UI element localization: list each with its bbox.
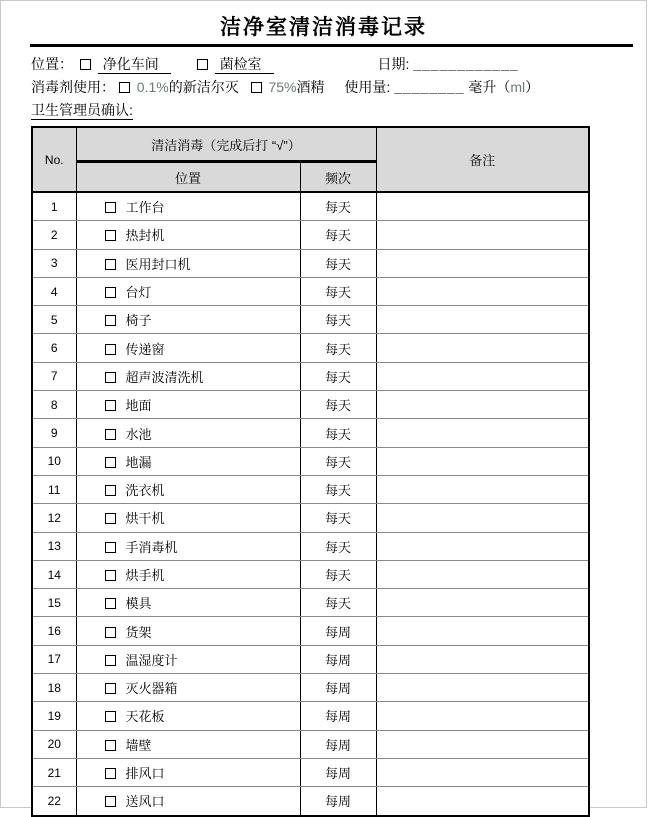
row-remark-cell [376,617,589,645]
row-frequency: 每天 [300,447,376,475]
row-remark-cell [376,475,589,503]
table-row [32,532,589,560]
table-row [32,221,589,249]
row-position-cell [76,758,300,786]
row-frequency: 每天 [300,504,376,532]
disinfectant-option-bromogeramine: 的新洁尔灭 [168,79,239,95]
row-item-label: 传递窗 [125,341,165,357]
table-row [32,758,589,786]
row-remark-cell [376,504,589,532]
row-remark-cell [376,702,589,730]
row-number: 13 [32,532,76,560]
row-frequency: 每周 [300,730,376,758]
row-done-checkbox[interactable] [105,683,116,694]
column-header-frequency: 频次 [300,162,376,193]
row-remark-cell [376,334,589,362]
row-number: 21 [32,758,76,786]
row-done-checkbox[interactable] [105,485,116,496]
date-label: 日期: [377,56,410,72]
row-done-checkbox[interactable] [105,513,116,524]
row-position-cell [76,306,300,334]
row-item-label: 工作台 [125,200,165,216]
row-frequency: 每天 [300,589,376,617]
table-row [32,362,589,390]
column-header-clean-disinfect: 清洁消毒（完成后打 “√”） [76,127,376,162]
row-remark-cell [376,560,589,588]
row-number: 5 [32,306,76,334]
row-position-cell [76,277,300,305]
row-frequency: 每天 [300,391,376,419]
table-row [32,249,589,277]
row-number: 19 [32,702,76,730]
row-remark-cell [376,277,589,305]
row-remark-cell [376,192,589,221]
row-position-cell [76,702,300,730]
usage-unit-code: ml [510,79,526,95]
row-remark-cell [376,221,589,249]
row-done-checkbox[interactable] [105,796,116,807]
row-remark-cell [376,419,589,447]
table-row [32,391,589,419]
location-label: 位置： [31,56,73,72]
row-remark-cell [376,362,589,390]
row-done-checkbox[interactable] [105,287,116,298]
row-item-label: 手消毒机 [125,539,178,555]
row-item-label: 地面 [125,398,152,414]
row-position-cell [76,730,300,758]
table-body [32,192,589,816]
row-item-label: 烘干机 [125,511,165,527]
row-remark-cell [376,674,589,702]
row-remark-cell [376,391,589,419]
row-frequency: 每周 [300,702,376,730]
column-header-position: 位置 [76,162,300,193]
disinfectant-label: 消毒剂使用： [31,79,115,95]
row-number: 15 [32,589,76,617]
table-row [32,192,589,221]
location-option-bacteria-lab: 菌检室 [215,56,274,74]
row-done-checkbox[interactable] [105,598,116,609]
row-done-checkbox[interactable] [105,400,116,411]
row-done-checkbox[interactable] [105,259,116,270]
row-item-label: 排风口 [125,766,165,782]
row-position-cell [76,192,300,221]
row-number: 3 [32,249,76,277]
table-row [32,730,589,758]
row-done-checkbox[interactable] [105,627,116,638]
row-item-label: 货架 [125,624,152,640]
row-item-label: 医用封口机 [125,256,191,272]
row-done-checkbox[interactable] [105,740,116,751]
row-position-cell [76,617,300,645]
row-frequency: 每周 [300,758,376,786]
disinfectant-percent-bromogeramine: 0.1% [136,79,169,95]
row-done-checkbox[interactable] [105,570,116,581]
row-position-cell [76,787,300,816]
row-number: 11 [32,475,76,503]
table-row [32,645,589,673]
table-header [32,127,589,192]
column-header-remark: 备注 [376,127,589,192]
location-option-purification-workshop: 净化车间 [98,56,171,74]
row-position-cell [76,560,300,588]
row-position-cell [76,532,300,560]
row-frequency: 每天 [300,192,376,221]
row-item-label: 地漏 [125,454,152,470]
disinfectant-line [31,77,646,97]
row-done-checkbox[interactable] [105,711,116,722]
table-row [32,787,589,816]
row-frequency: 每天 [300,221,376,249]
manager-confirm-label: 卫生管理员确认: [31,102,133,118]
table-row [32,306,589,334]
column-header-no: No. [32,127,76,192]
page-title: 洁净室清洁消毒记录 [220,15,427,39]
row-done-checkbox[interactable] [105,315,116,326]
form-header [31,54,646,120]
row-frequency: 每天 [300,475,376,503]
row-frequency: 每天 [300,306,376,334]
row-number: 8 [32,391,76,419]
row-done-checkbox[interactable] [105,202,116,213]
row-remark-cell [376,787,589,816]
row-item-label: 超声波清洗机 [125,369,204,385]
row-number: 7 [32,362,76,390]
row-item-label: 椅子 [125,313,152,329]
location-line [31,54,646,74]
row-frequency: 每天 [300,532,376,560]
row-number: 20 [32,730,76,758]
disinfectant-percent-alcohol: 75% [268,79,297,95]
usage-unit: 毫升（ml） [468,79,540,95]
usage-blank-field[interactable]: ________ [394,79,465,95]
disinfectant-checkbox-bromogeramine[interactable] [119,82,130,93]
location-checkbox-purification-workshop[interactable] [80,59,91,70]
row-item-label: 模具 [125,596,152,612]
row-item-label: 灭火器箱 [125,681,178,697]
row-frequency: 每周 [300,645,376,673]
cleaning-record-table [31,126,590,817]
table-row [32,419,589,447]
table-row [32,589,589,617]
disinfectant-checkbox-alcohol[interactable] [251,82,262,93]
row-done-checkbox[interactable] [105,429,116,440]
disinfectant-option-alcohol: 酒精 [296,79,325,95]
table-row [32,334,589,362]
row-remark-cell [376,447,589,475]
row-number: 16 [32,617,76,645]
title-rule [30,44,633,47]
row-done-checkbox[interactable] [105,542,116,553]
row-number: 1 [32,192,76,221]
row-remark-cell [376,758,589,786]
table-row [32,617,589,645]
table-row [32,560,589,588]
row-position-cell [76,645,300,673]
table-row [32,475,589,503]
row-remark-cell [376,249,589,277]
row-done-checkbox[interactable] [105,768,116,779]
table-row [32,504,589,532]
row-number: 14 [32,560,76,588]
row-done-checkbox[interactable] [105,344,116,355]
row-item-label: 热封机 [125,228,165,244]
manager-line [31,100,646,120]
table-row [32,277,589,305]
row-number: 10 [32,447,76,475]
date-blank-field[interactable]: ____________ [413,56,519,72]
row-done-checkbox[interactable] [105,372,116,383]
row-frequency: 每天 [300,560,376,588]
row-done-checkbox[interactable] [105,457,116,468]
row-remark-cell [376,532,589,560]
row-number: 17 [32,645,76,673]
row-item-label: 烘手机 [125,568,165,583]
row-number: 22 [32,787,76,816]
row-position-cell [76,447,300,475]
row-item-label: 台灯 [125,285,152,301]
row-frequency: 每天 [300,362,376,390]
row-position-cell [76,249,300,277]
row-frequency: 每天 [300,277,376,305]
row-position-cell [76,334,300,362]
row-position-cell [76,362,300,390]
usage-label: 使用量: [344,79,391,95]
row-item-label: 墙壁 [125,737,152,753]
row-frequency: 每天 [300,334,376,362]
row-remark-cell [376,730,589,758]
row-position-cell [76,589,300,617]
row-remark-cell [376,306,589,334]
row-position-cell [76,674,300,702]
table-row [32,447,589,475]
row-item-label: 温湿度计 [125,652,178,668]
row-remark-cell [376,645,589,673]
row-item-label: 洗衣机 [125,483,165,499]
row-frequency: 每天 [300,249,376,277]
row-frequency: 每周 [300,617,376,645]
row-position-cell [76,221,300,249]
row-position-cell [76,504,300,532]
location-checkbox-bacteria-lab[interactable] [197,59,208,70]
row-number: 2 [32,221,76,249]
row-position-cell [76,475,300,503]
row-item-label: 天花板 [125,709,165,725]
row-position-cell [76,419,300,447]
row-number: 4 [32,277,76,305]
row-position-cell [76,391,300,419]
row-frequency: 每周 [300,674,376,702]
row-number: 18 [32,674,76,702]
row-item-label: 水池 [125,426,152,442]
row-done-checkbox[interactable] [105,655,116,666]
row-done-checkbox[interactable] [105,230,116,241]
table-row [32,702,589,730]
row-number: 6 [32,334,76,362]
row-frequency: 每天 [300,419,376,447]
row-frequency: 每周 [300,787,376,816]
row-number: 9 [32,419,76,447]
table-row [32,674,589,702]
row-number: 12 [32,504,76,532]
row-remark-cell [376,589,589,617]
row-item-label: 送风口 [125,794,165,810]
